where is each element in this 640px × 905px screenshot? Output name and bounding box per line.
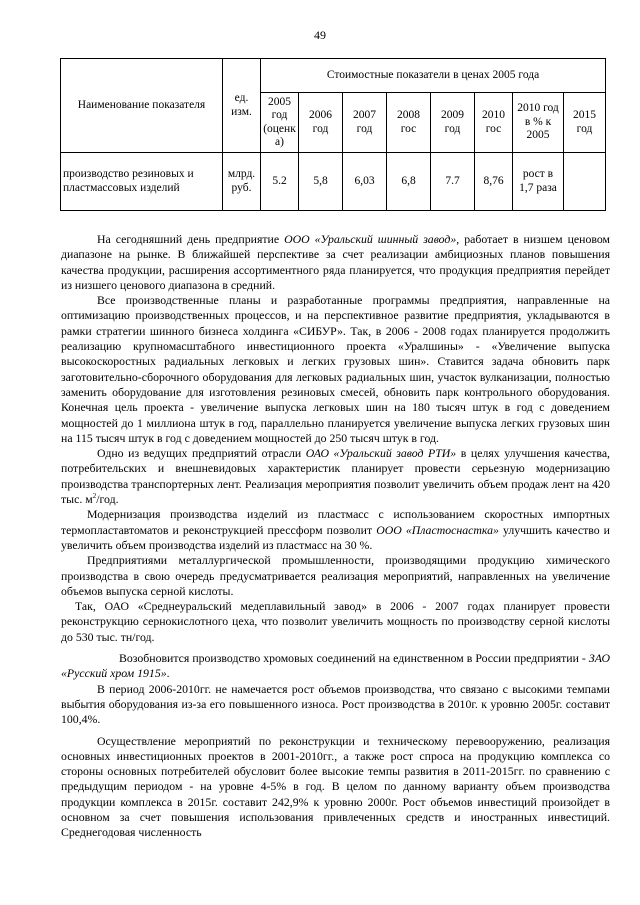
text-run: улучшить качество и увеличить объем производства изделий из пластмасс на 30 %. bbox=[61, 522, 610, 552]
header-indicator-name: Наименование показателя bbox=[61, 59, 223, 153]
text-run: Одно из ведущих предприятий отрасли bbox=[97, 446, 306, 461]
row-value bbox=[564, 153, 606, 211]
paragraph bbox=[61, 507, 610, 553]
text-run: На сегодняшний день предприятие bbox=[97, 232, 285, 246]
row-unit: млрд. руб. bbox=[223, 153, 261, 211]
paragraph bbox=[61, 446, 610, 507]
text-run: , работает в низшем ценовом диапазоне на рынке. В ближайшей перспективе за счет реализации амбициозных планов повышения качества продукции, расширения ассортиментного ряда планируется, что продукция предприятия перейдет из низшего ценового диапазона в средний. bbox=[61, 232, 610, 292]
paragraph bbox=[61, 232, 610, 293]
header-year: 2009 год bbox=[431, 93, 475, 153]
paragraph bbox=[61, 651, 610, 682]
superscript: 2 bbox=[92, 492, 97, 501]
body-text bbox=[61, 232, 610, 841]
text-run: в целях улучшения качества, потребительских и внешневидовых характеристик планирует провести серьезную модернизацию производства транспортерных лент. Реализация мероприятия позволит увеличить объем продаж лент на 420 тыс. м bbox=[61, 446, 610, 507]
text-run: Возобновится производство хромовых соединений на единственном в России предприятии - bbox=[119, 651, 589, 666]
header-year: 2007 год bbox=[343, 93, 387, 153]
row-value: рост в 1,7 раза bbox=[513, 153, 564, 211]
paragraph: Так, ОАО «Среднеуральский медеплавильный завод» в 2006 - 2007 годах планирует провести реконструкцию сернокислотного цеха, что позволит увеличить мощность по производству серной кислоты до 530 тыс. тн/год. bbox=[61, 599, 610, 644]
table-row bbox=[61, 153, 606, 211]
row-value: 7.7 bbox=[431, 153, 475, 211]
company-name: ЗАО «Русский хром 1915» bbox=[61, 651, 610, 681]
row-value: 5.2 bbox=[261, 153, 299, 211]
header-year: 2006 год bbox=[299, 93, 343, 153]
text-run: /год. bbox=[96, 492, 119, 507]
paragraph: Осуществление мероприятий по реконструкции и техническому перевооружению, реализация основных инвестиционных проектов в 2001-2010гг., а также рост спроса на продукцию комплекса со стороны основных потребителей обусловит более высокие темпы развития в 2011-2015гг. по сравнению с предыдущим периодом - на уровне 4-5% в год. В целом по данному варианту объем производства продукции комплекса в 2015г. составит 242,9% к уровню 2000г. Рост объемов инвестиций произойдет в основном за счет повышения использования привлеченных средств и иностранных инвестиций. Среднегодовая численность bbox=[61, 733, 610, 840]
company-name: ООО «Пластоснастка» bbox=[376, 522, 499, 537]
row-value: 6,03 bbox=[343, 153, 387, 211]
company-name: ООО «Уральский шинный завод» bbox=[284, 232, 457, 246]
row-indicator-name: производство резиновых и пластмассовых изделий bbox=[61, 153, 223, 211]
header-year: 2015 год bbox=[564, 93, 606, 153]
text-run: . bbox=[166, 666, 170, 681]
header-year: 2005 год (оценк а) bbox=[261, 93, 299, 153]
header-year: 2010 гос bbox=[475, 93, 513, 153]
header-year: 2008 гос bbox=[387, 93, 431, 153]
company-name: ОАО «Уральский завод РТИ» bbox=[305, 446, 457, 461]
row-value: 8,76 bbox=[475, 153, 513, 211]
indicator-table bbox=[60, 58, 606, 211]
header-price-group: Стоимостные показатели в ценах 2005 года bbox=[261, 59, 606, 93]
page-number: 49 bbox=[314, 28, 326, 42]
row-value: 6,8 bbox=[387, 153, 431, 211]
paragraph: Все производственные планы и разработанные программы предприятия, направленные на оптимизацию производственных процессов, и на перспективное развитие предприятия, укладываются в рамки стратегии шинного бизнеса холдинга «СИБУР». Так, в 2006 - 2008 годах планируется продолжить реализацию крупномасштабного инвестиционного проекта «Уралшины» - «Увеличение выпуска высокоскоростных радиальных легковых и легких грузовых шин». Ставится задача обновить парк заготовительно-сборочного оборудования для легковых радиальных шин, участок вулканизации, полностью заменить оборудование для изготовления резиновых смесей, обновить парк контрольного оборудования. Конечная цель проекта - увеличение выпуска легковых шин на 180 тысяч штук в год с доведением мощностей до 1 миллиона штук в год, параллельно планируется увеличение выпуска легких грузовых шин на 115 тысяч штук в год с доведением мощностей до 250 тысяч штук в год. bbox=[61, 293, 610, 445]
header-unit: ед. изм. bbox=[223, 59, 261, 153]
header-year: 2010 год в % к 2005 bbox=[513, 93, 564, 153]
row-value: 5,8 bbox=[299, 153, 343, 211]
paragraph: Предприятиями металлургической промышленности, производящими продукцию химического производства в свою очередь предусматривается реализация мероприятий, направленных на увеличение объемов выпуска серной кислоты. bbox=[61, 553, 610, 598]
paragraph: В период 2006-2010гг. не намечается рост объемов производства, что связано с высокими темпами выбытия оборудования из-за его повышенного износа. Рост производства в 2010г. к уровню 2005г. составит 100,4%. bbox=[61, 681, 610, 727]
text-run: Модернизация производства изделий из пластмасс с использованием скоростных импортных термопластавтоматов и реконструкцией прессформ позволит bbox=[61, 507, 610, 537]
